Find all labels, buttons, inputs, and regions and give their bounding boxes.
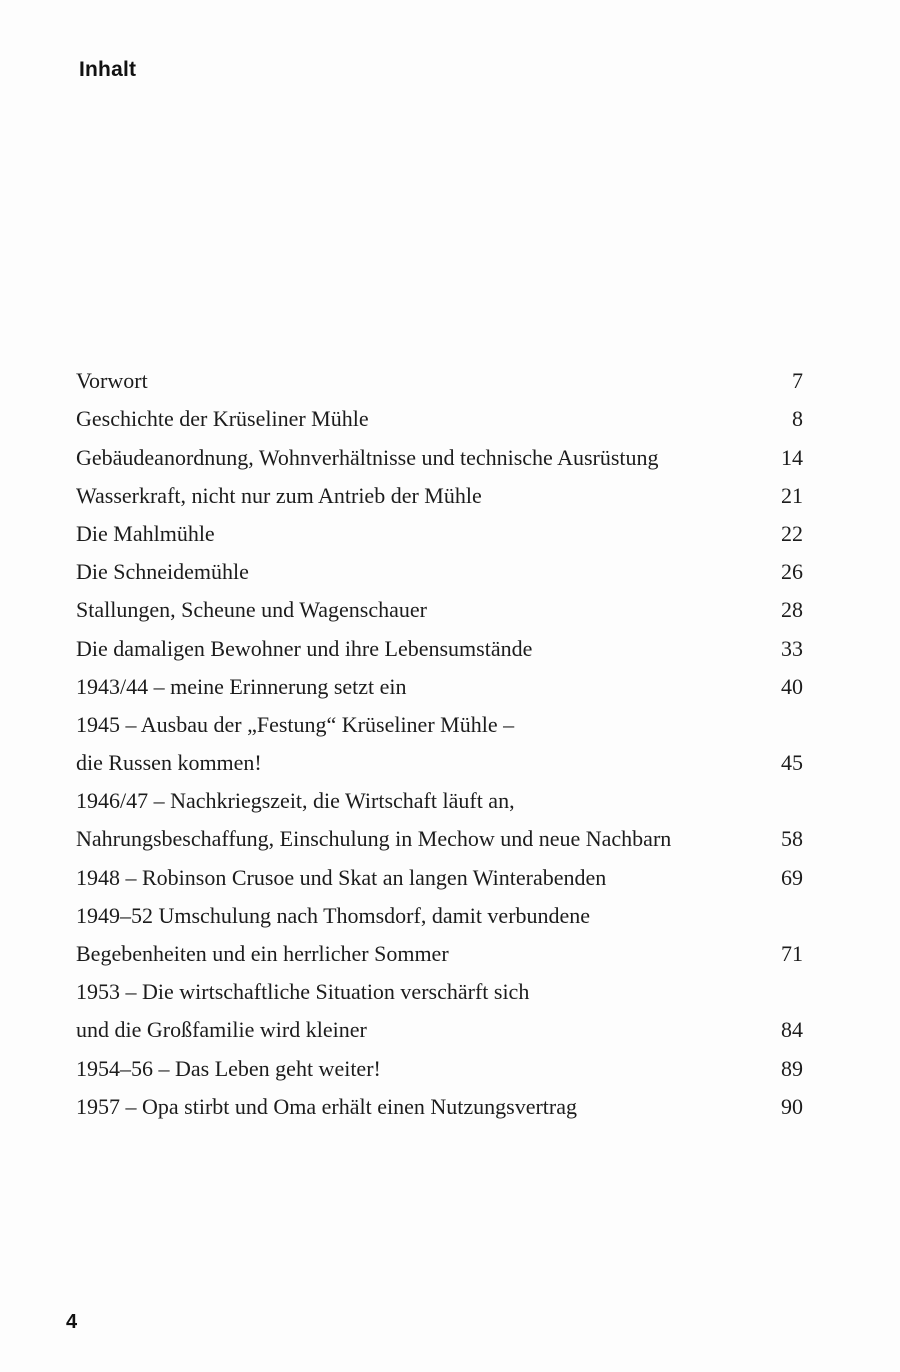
toc-line bbox=[76, 362, 803, 400]
toc-entry bbox=[76, 400, 803, 438]
toc-line bbox=[76, 438, 803, 476]
toc-line bbox=[76, 1011, 803, 1049]
toc-entry bbox=[76, 477, 803, 515]
toc-entry-title: Begebenheiten und ein herrlicher Sommer bbox=[76, 941, 449, 966]
toc-entry-page-number: 7 bbox=[792, 368, 803, 394]
toc-line bbox=[76, 515, 803, 553]
toc-entry-title: Gebäudeanordnung, Wohnverhältnisse und technische Ausrüstung bbox=[76, 444, 659, 470]
toc-line bbox=[76, 820, 803, 858]
toc-entry-title: 1953 – Die wirtschaftliche Situation verschärft sich bbox=[76, 979, 530, 1005]
toc-line bbox=[76, 668, 803, 706]
toc-line bbox=[76, 1088, 803, 1126]
page-number: 4 bbox=[66, 1311, 78, 1333]
toc-line bbox=[76, 858, 803, 896]
toc-entry bbox=[76, 706, 803, 782]
toc-entry-page-number: 22 bbox=[781, 520, 803, 546]
toc-entry-page-number: 14 bbox=[781, 444, 803, 470]
toc-entry-title: 1943/44 – meine Erinnerung setzt ein bbox=[76, 673, 407, 699]
toc-line bbox=[76, 744, 803, 782]
toc-entry-page-number: 90 bbox=[781, 1093, 803, 1119]
toc-entry-page-number: 21 bbox=[781, 482, 803, 508]
toc-entry-page-number: 33 bbox=[781, 635, 803, 661]
toc-line bbox=[76, 897, 803, 935]
toc-entry-page-number: 8 bbox=[792, 406, 803, 432]
toc-entry bbox=[76, 362, 803, 400]
toc-entry-title: Die Mahlmühle bbox=[76, 520, 215, 546]
toc-entry bbox=[76, 897, 803, 973]
toc-line bbox=[76, 935, 803, 973]
toc-entry-title: Nahrungsbeschaffung, Einschulung in Mechow und neue Nachbarn bbox=[76, 826, 672, 852]
toc-entry-title: Die damaligen Bewohner und ihre Lebensumstände bbox=[76, 635, 533, 661]
toc-entry bbox=[76, 591, 803, 629]
toc-entry-title: 1945 – Ausbau der „Festung“ Krüseliner Mühle – bbox=[76, 711, 515, 737]
toc-entry bbox=[76, 553, 803, 591]
toc-entry-title: Die Schneidemühle bbox=[76, 559, 249, 585]
toc-line bbox=[76, 1049, 803, 1087]
toc-entry bbox=[76, 438, 803, 476]
toc-line bbox=[76, 706, 803, 744]
toc-line bbox=[76, 782, 803, 820]
toc-entry bbox=[76, 668, 803, 706]
toc-entry-title: Stallungen, Scheune und Wagenschauer bbox=[76, 597, 427, 623]
toc-entry-page-number: 69 bbox=[781, 864, 803, 890]
toc-entry bbox=[76, 858, 803, 896]
toc-entry-title: und die Großfamilie wird kleiner bbox=[76, 1017, 367, 1043]
toc-entry-page-number: 71 bbox=[781, 941, 803, 966]
toc-entry bbox=[76, 515, 803, 553]
toc-entry-title: die Russen kommen! bbox=[76, 750, 262, 776]
toc-entry-page-number: 26 bbox=[781, 559, 803, 585]
toc-entry-title: 1957 – Opa stirbt und Oma erhält einen Nutzungsvertrag bbox=[76, 1093, 577, 1119]
toc-entry bbox=[76, 1049, 803, 1087]
toc-entry-title: 1948 – Robinson Crusoe und Skat an langen Winterabenden bbox=[76, 864, 607, 890]
toc-entry bbox=[76, 1088, 803, 1126]
toc-entry bbox=[76, 782, 803, 858]
toc-entry bbox=[76, 973, 803, 1049]
toc-entry-page-number: 40 bbox=[781, 673, 803, 699]
toc-entry bbox=[76, 629, 803, 667]
table-of-contents bbox=[76, 362, 803, 1126]
toc-entry-title: Geschichte der Krüseliner Mühle bbox=[76, 406, 369, 432]
toc-entry-title: Wasserkraft, nicht nur zum Antrieb der Mühle bbox=[76, 482, 482, 508]
toc-entry-title: 1954–56 – Das Leben geht weiter! bbox=[76, 1055, 381, 1081]
toc-line bbox=[76, 629, 803, 667]
toc-entry-title: 1946/47 – Nachkriegszeit, die Wirtschaft läuft an, bbox=[76, 788, 515, 814]
toc-line bbox=[76, 973, 803, 1011]
toc-line bbox=[76, 477, 803, 515]
toc-line bbox=[76, 553, 803, 591]
toc-entry-title: Vorwort bbox=[76, 368, 148, 394]
toc-entry-page-number: 84 bbox=[781, 1017, 803, 1043]
toc-entry-title: 1949–52 Umschulung nach Thomsdorf, damit verbundene bbox=[76, 902, 591, 928]
toc-line bbox=[76, 400, 803, 438]
page-heading: Inhalt bbox=[79, 58, 137, 81]
toc-entry-page-number: 58 bbox=[781, 826, 803, 852]
toc-entry-page-number: 89 bbox=[781, 1055, 803, 1081]
toc-entry-page-number: 45 bbox=[781, 750, 803, 776]
toc-line bbox=[76, 591, 803, 629]
toc-entry-page-number: 28 bbox=[781, 597, 803, 623]
